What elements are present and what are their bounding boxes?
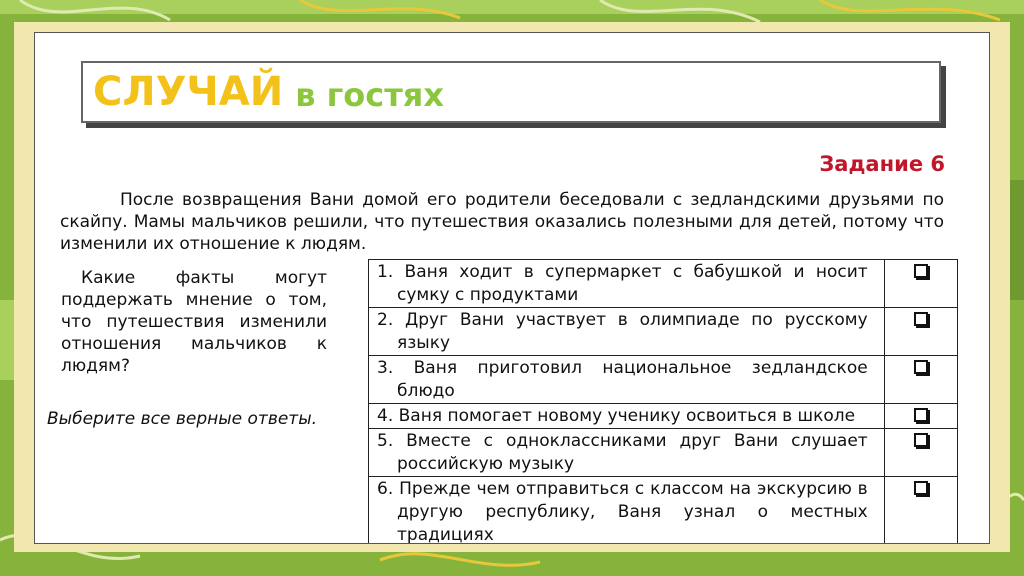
answer-text: 1. Ваня ходит в супермаркет с бабушкой и носит сумку с продуктами xyxy=(377,262,868,305)
answer-text: 4. Ваня помогает новому ученику освоиться в школе xyxy=(377,406,856,426)
task-label: Задание 6 xyxy=(819,152,945,176)
answer-checkbox-1[interactable] xyxy=(914,264,928,278)
answer-checkbox-4[interactable] xyxy=(914,408,928,422)
answer-text: 6. Прежде чем отправиться с классом на экскурсию в другую республику, Ваня узнал о местных традициях xyxy=(377,479,868,544)
answer-row xyxy=(369,260,958,308)
answer-row xyxy=(369,477,958,545)
title-banner xyxy=(81,61,941,123)
answer-text: 2. Друг Вани участвует в олимпиаде по русскому языку xyxy=(377,310,868,353)
instruction-text: Выберите все верные ответы. xyxy=(47,409,318,429)
answer-row xyxy=(369,308,958,356)
question-text: Какие факты могут поддержать мнение о том, что путешествия изменили отношения мальчиков к людям? xyxy=(61,268,327,376)
title-strong: СЛУЧАЙ xyxy=(93,69,284,115)
answer-row xyxy=(369,404,958,429)
title-rest: в гостях xyxy=(295,76,444,114)
answer-row xyxy=(369,356,958,404)
answer-checkbox-6[interactable] xyxy=(914,481,928,495)
answer-checkbox-2[interactable] xyxy=(914,312,928,326)
slide-card xyxy=(34,32,990,544)
answer-row xyxy=(369,429,958,477)
answer-checkbox-5[interactable] xyxy=(914,433,928,447)
answer-checkbox-3[interactable] xyxy=(914,360,928,374)
answer-table xyxy=(368,259,958,544)
answer-text: 5. Вместе с одноклассниками друг Вани слушает российскую музыку xyxy=(377,431,868,474)
answer-text: 3. Ваня приготовил национальное зедландское блюдо xyxy=(377,358,868,401)
intro-text: После возвращения Вани домой его родители беседовали с зедландскими друзьями по скайпу. Мамы мальчиков решили, что путешествия оказались полезными для детей, потому что изменили их отношение к людям. xyxy=(60,190,944,254)
